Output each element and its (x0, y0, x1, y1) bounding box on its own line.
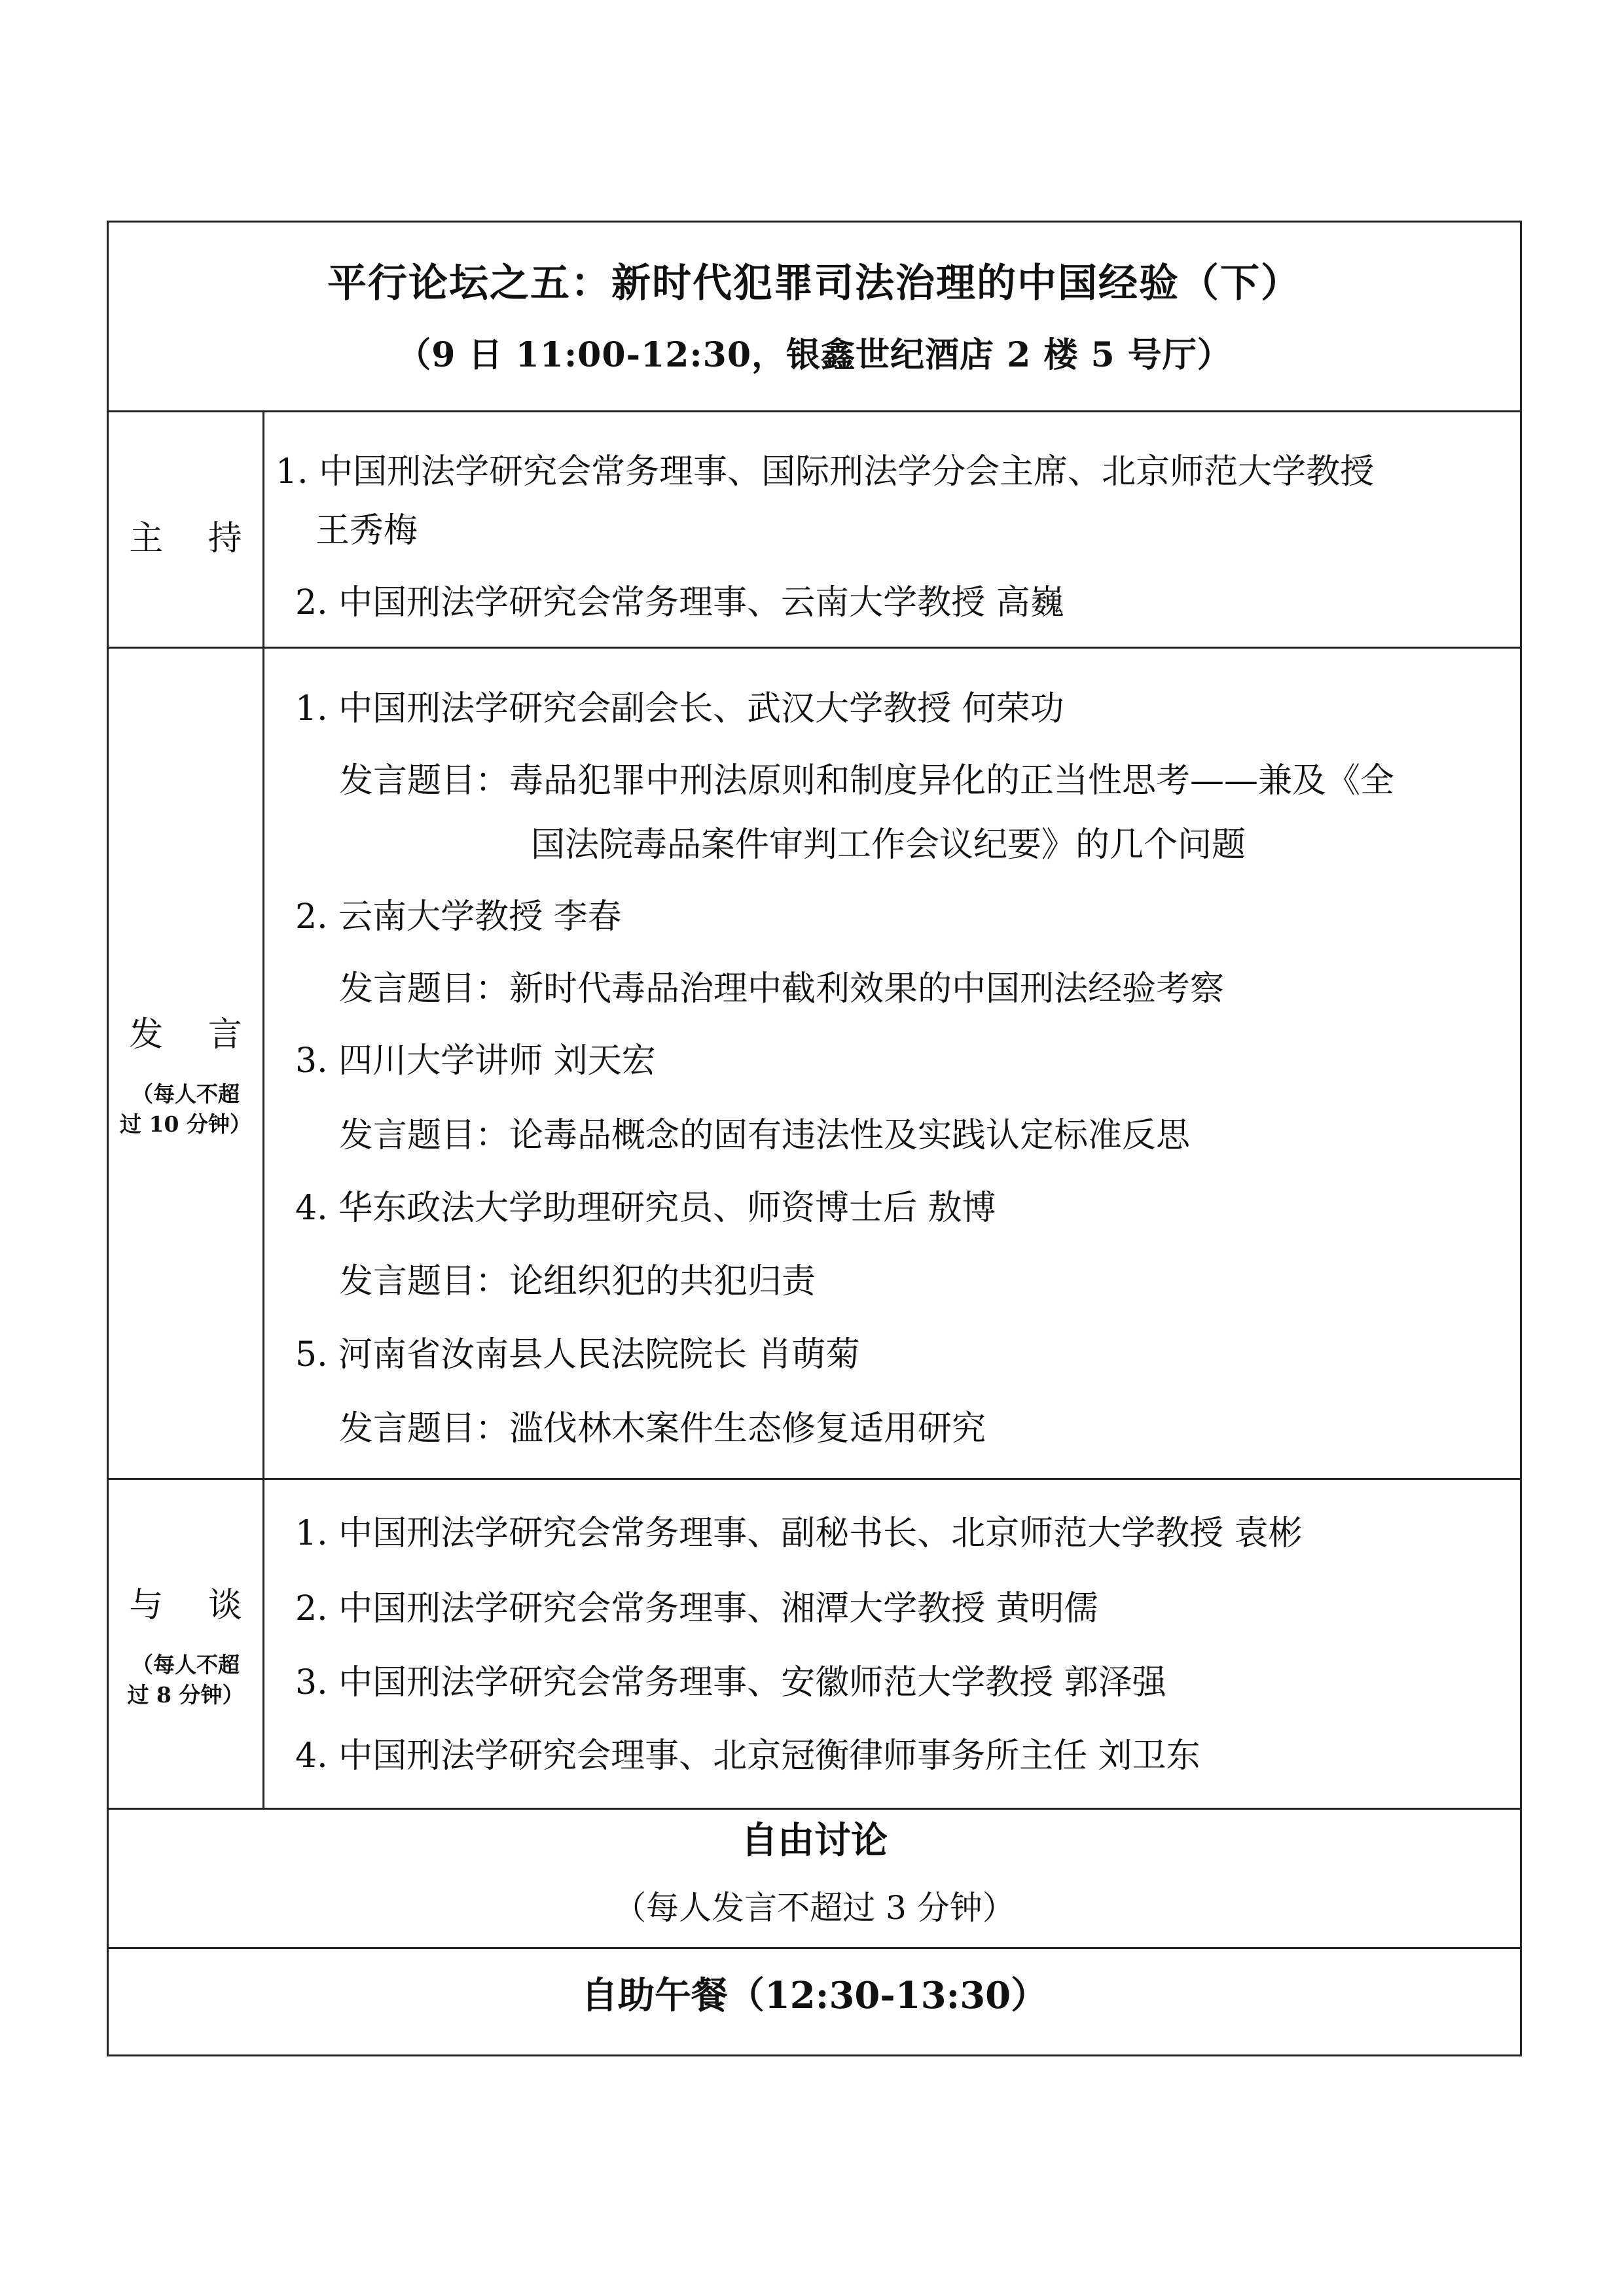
host-label: 主 持 (129, 519, 259, 558)
speaker-item: 3. 四川大学讲师 刘天宏 (295, 1041, 656, 1081)
divider (109, 1808, 1520, 1810)
discuss-note: （每人不超 过 8 分钟） (127, 1652, 244, 1708)
divider (109, 1947, 1520, 1949)
free-discussion-note: （每人发言不超过 3 分钟） (613, 1889, 1015, 1927)
speech-note: （每人不超 过 10 分钟） (120, 1081, 251, 1137)
discussant-item: 4. 中国刑法学研究会理事、北京冠衡律师事务所主任 刘卫东 (295, 1736, 1200, 1776)
host-item: 2. 中国刑法学研究会常务理事、云南大学教授 高巍 (295, 583, 1064, 622)
speech-topic: 发言题目：论毒品概念的固有违法性及实践认定标准反思 (339, 1116, 1191, 1155)
divider (109, 647, 1520, 649)
forum-time-venue: （9 日 11:00-12:30，银鑫世纪酒店 2 楼 5 号厅） (397, 335, 1232, 375)
discussant-item: 1. 中国刑法学研究会常务理事、副秘书长、北京师范大学教授 袁彬 (295, 1514, 1303, 1553)
speech-topic: 发言题目：新时代毒品治理中截利效果的中国刑法经验考察 (339, 969, 1225, 1009)
speech-topic: 国法院毒品案件审判工作会议纪要》的几个问题 (531, 825, 1246, 865)
speech-topic: 发言题目：论组织犯的共犯归责 (339, 1262, 816, 1301)
discussant-item: 2. 中国刑法学研究会常务理事、湘潭大学教授 黄明儒 (295, 1589, 1098, 1628)
free-discussion-title: 自由讨论 (741, 1819, 888, 1862)
speaker-item: 1. 中国刑法学研究会副会长、武汉大学教授 何荣功 (295, 689, 1064, 728)
speaker-item: 4. 华东政法大学助理研究员、师资博士后 敖博 (295, 1189, 996, 1228)
column-divider (262, 410, 264, 1808)
schedule-table (107, 221, 1522, 2056)
speech-topic: 发言题目：毒品犯罪中刑法原则和制度异化的正当性思考——兼及《全 (339, 761, 1395, 800)
host-item: 王秀梅 (316, 511, 418, 550)
forum-title: 平行论坛之五：新时代犯罪司法治理的中国经验（下） (327, 260, 1301, 306)
divider (109, 1478, 1520, 1480)
speaker-item: 2. 云南大学教授 李春 (295, 897, 622, 937)
host-item: 1. 中国刑法学研究会常务理事、国际刑法学分会主席、北京师范大学教授 (276, 452, 1375, 492)
divider (109, 410, 1520, 412)
speech-topic: 发言题目：滥伐林木案件生态修复适用研究 (339, 1409, 986, 1448)
lunch-info: 自助午餐（12:30-13:30） (581, 1974, 1048, 2017)
speaker-item: 5. 河南省汝南县人民法院院长 肖萌菊 (295, 1335, 860, 1374)
discussant-item: 3. 中国刑法学研究会常务理事、安徽师范大学教授 郭泽强 (295, 1663, 1166, 1702)
discuss-label: 与 谈 （每人不超 过 8 分钟） (109, 1577, 262, 1710)
speech-label: 发 言 （每人不超 过 10 分钟） (109, 1007, 262, 1139)
